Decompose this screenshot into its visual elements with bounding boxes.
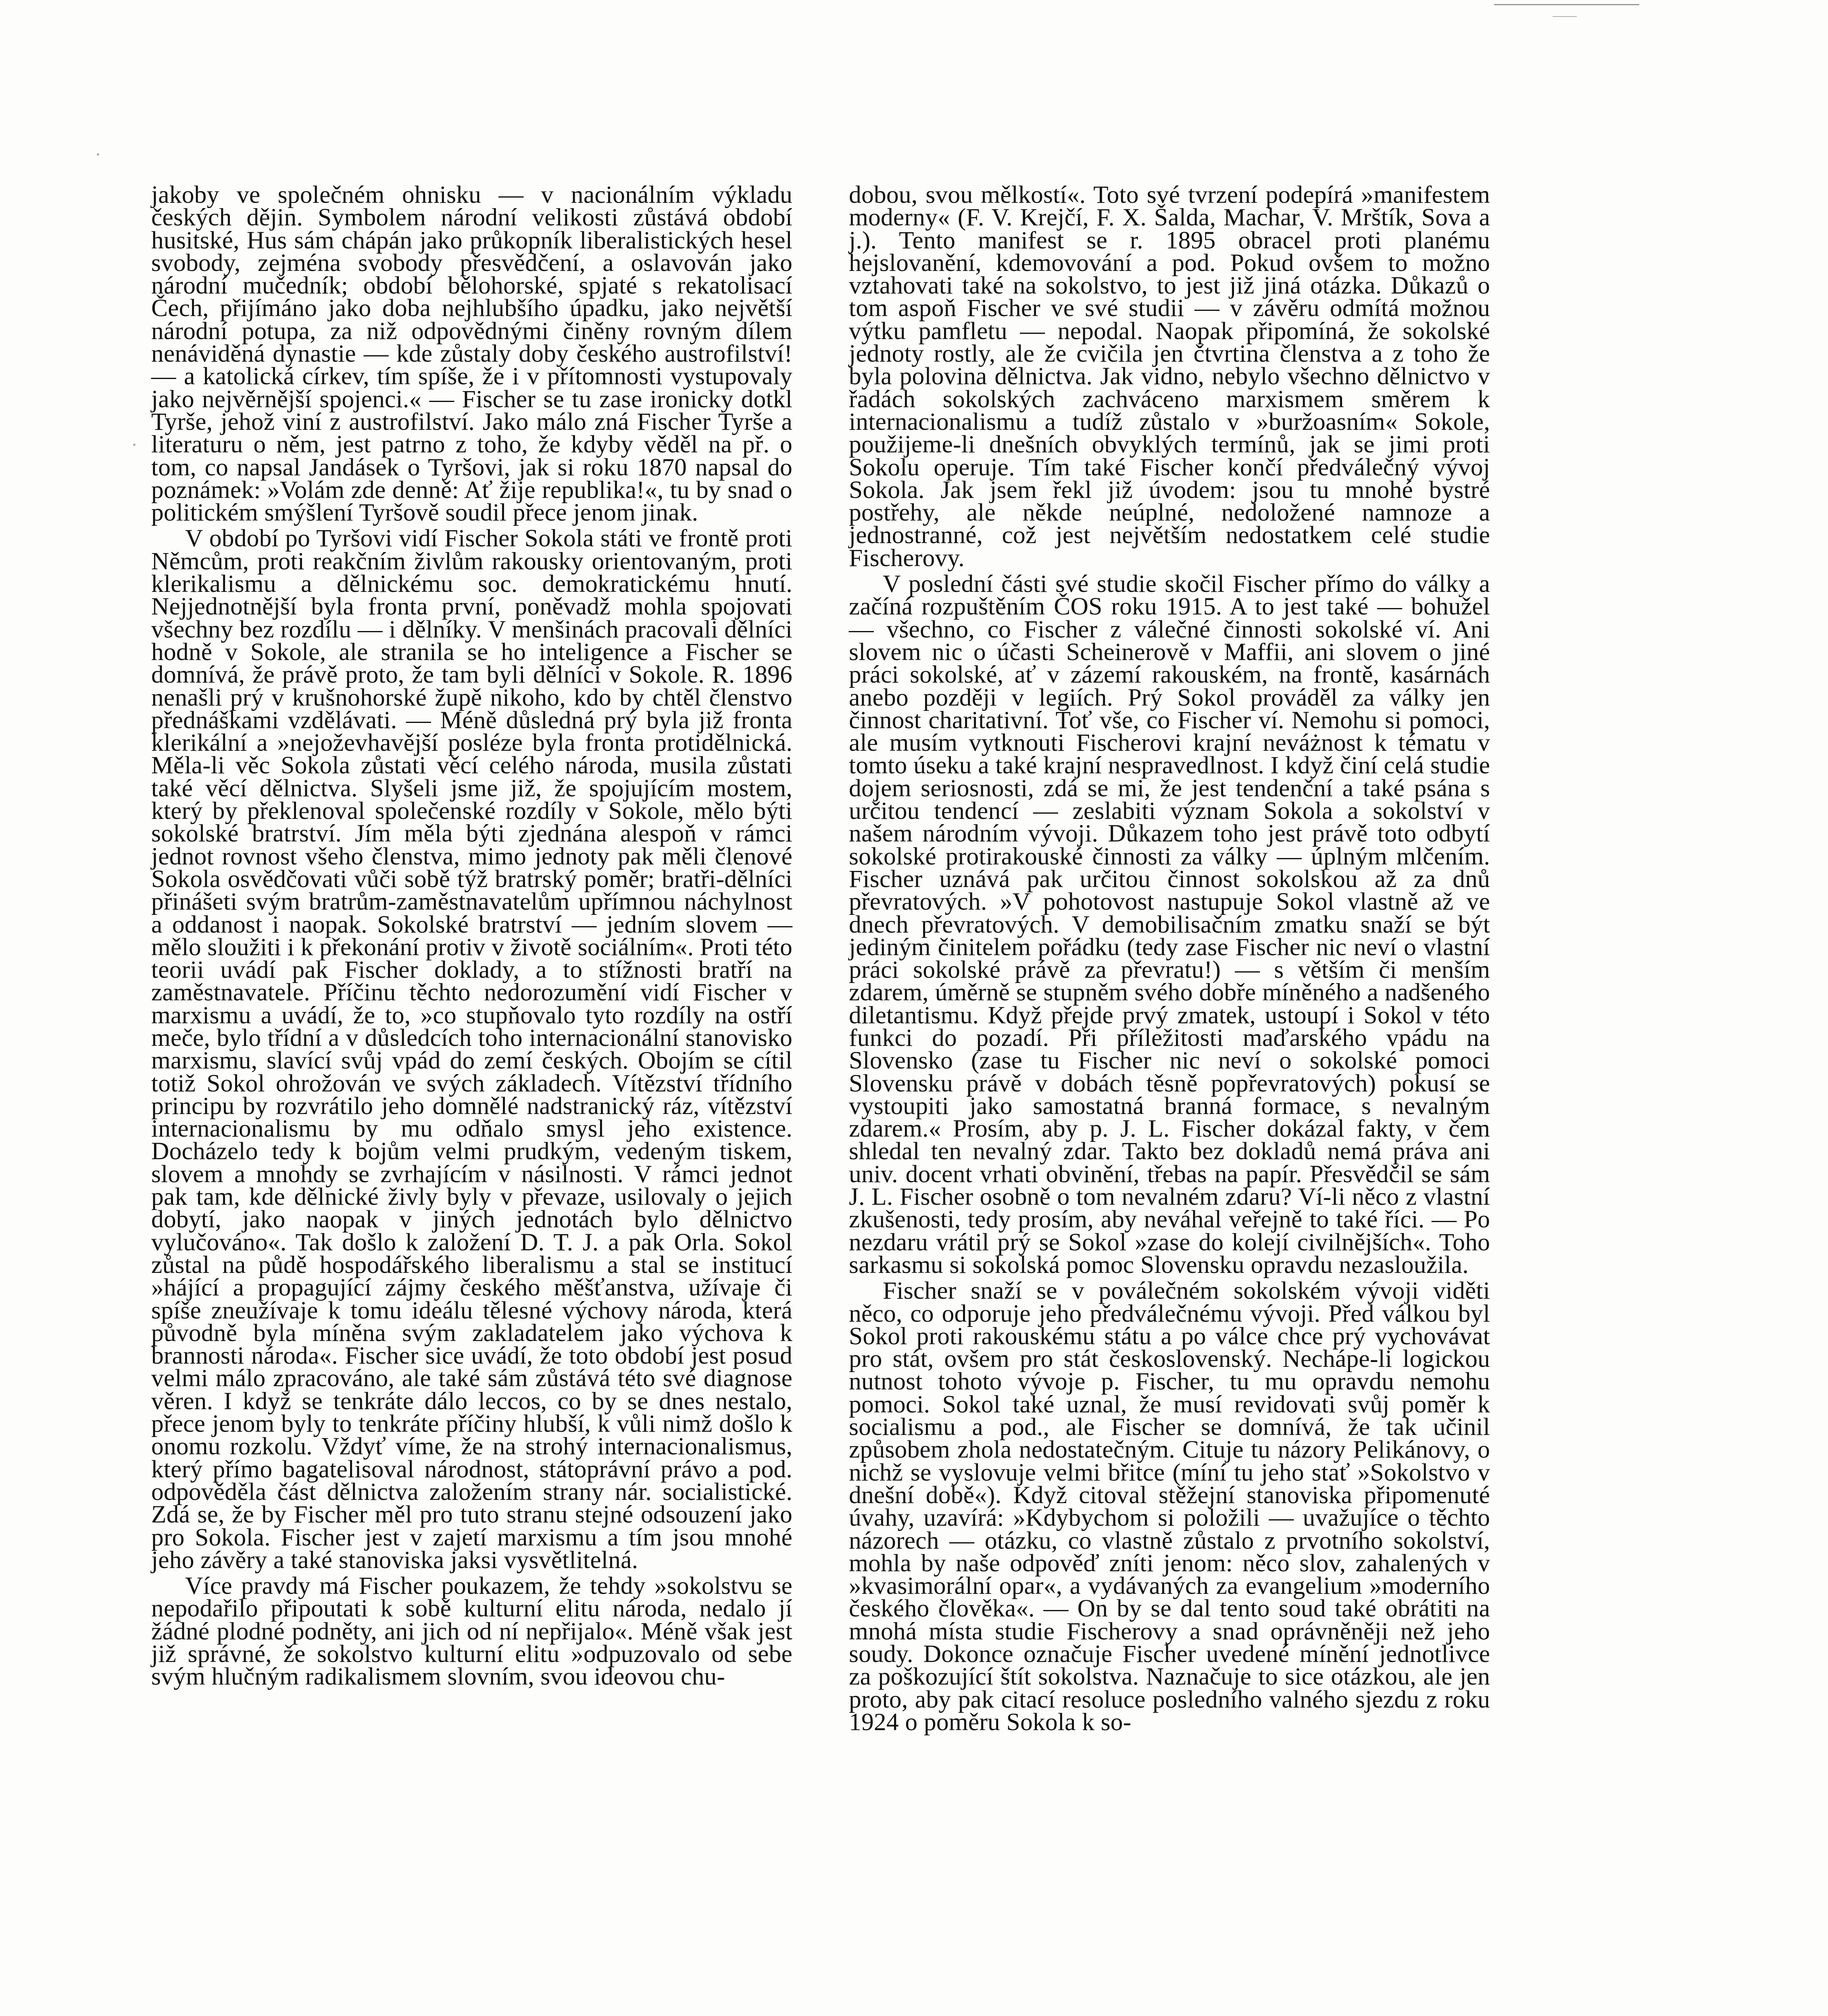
paragraph: V poslední části své studie skočil Fischer přímo do války a začíná rozpuštěním ČOS roku 1915. A to jest také — bohužel — všechno, co Fischer z válečné činnosti sokolské ví. Ani slovem nic o účasti Scheinerově v Maffii, ani slovem o jiné práci sokolské, ať v zázemí rakouském, na frontě, kasárnách anebo později v legiích. Prý Sokol prováděl za války jen činnost charitativní. Toť vše, co Fischer ví. Nemohu si pomoci, ale musím vytknouti Fischerovi krajní neváżnost k tématu v tomto úseku a také krajní nespravedlnost. I když činí celá studie dojem seriosnosti, zdá se mi, že jest tendenční a také psána s určitou tendencí — zeslabiti význam Sokola a sokolství v našem národním vývoji. Důkazem toho jest právě toto odbytí sokolské protirakouské činnosti za války — úplným mlčením. Fischer uznává pak určitou činnost sokolskou až za dnů převratových. »V pohotovost nastupuje Sokol vlastně až ve dnech převratových. V demobilisačním zmatku snaží se být jediným činitelem pořádku (tedy zase Fischer nic neví o vlastní práci sokolské právě za převratu!) — s větším či menším zdarem, úměrně se stupněm svého dobře míněného a nadšeného diletantismu. Když přejde prvý zmatek, ustoupí i Sokol v této funkci do pozadí. Při příležitosti maďarského vpádu na Slovensko (zase tu Fischer nic neví o sokolské pomoci Slovensku právě v dobách těsně popřevratových) pokusí se vystoupiti jako samostatná branná formace, s nevalným zdarem.« Prosím, aby p. J. L. Fischer dokázal fakty, v čem shledal ten nevalný zdar. Takto bez dokladů nemá práva ani univ. docent vrhati obvinění, třebas na papír. Přesvědčil se sám J. L. Fischer osobně o tom nevalném zdaru? Ví-li něco z vlastní zkušenosti, tedy prosím, aby neváhal veřejně to také říci. — Po nezdaru vrátil prý se Sokol »zase do kolejí civilnějších«. Toho sarkasmu si sokolská pomoc Slovensku opravdu nezasloužila. [849, 570, 1490, 1279]
paragraph: dobou, svou mělkostí«. Toto své tvrzení podepírá »manifestem moderny« (F. V. Krejčí, F. X. Šalda, Machar, V. Mrštík, Sova a j.). Tento manifest se r. 1895 obracel proti planému hejslovanění, kdemovování a pod. Pokud ovšem to možno vztahovati také na sokolstvo, to jest již jiná otázka. Důkazů o tom aspoň Fischer ve své studii — v závěru odmítá možnou výtku pamfletu — nepodal. Naopak připomíná, že sokolské jednoty rostly, ale že cvičila jen čtvrtina členstva a z toho že byla polovina dělnictva. Jak vidno, nebylo všechno dělnictvo v řadách sokolských zachváceno marxismem směrem k internacionalismu a tudíž zůstalo v »buržoasním« Sokole, použijeme-li dnešních obvyklých termínů, jak se jimi proti Sokolu operuje. Tím také Fischer končí předválečný vývoj Sokola. Jak jsem řekl již úvodem: jsou tu mnohé bystré postřehy, ale někde neúplné, nedoložené namnoze a jednostranné, což jest největším nedostatkem celé studie Fischerovy. [849, 181, 1490, 572]
scan-artifact-dot [97, 153, 99, 156]
paragraph: V období po Tyršovi vidí Fischer Sokola státi ve frontě proti Němcům, proti reakčním živlům rakousky orientovaným, proti klerikalismu a dělnickému soc. demokratickému hnutí. Nejjednotnější byla fronta první, poněvadž mohla spojovati všechny bez rozdílu — i dělníky. V menšinách pracovali dělníci hodně v Sokole, ale stranila se ho inteligence a Fischer se domnívá, že právě proto, že tam byli dělníci v Sokole. R. 1896 nenašli prý v krušnohorské župě nikoho, kdo by chtěl členstvo přednáškami vzdělávati. — Méně důsledná prý byla již fronta klerikální a »nejoževhavější posléze byla fronta protidělnická. Měla-li věc Sokola zůstati věcí celého národa, musila zůstati také věcí dělnictva. Slyšeli jsme již, že spojujícím mostem, který by překlenoval společenské rozdíly v Sokole, mělo býti sokolské bratrství. Jím měla býti zjednána alespoň v rámci jednot rovnost všeho členstva, mimo jednoty pak měli členové Sokola osvědčovati vůči sobě týž bratrský poměr; bratři-dělníci přinášeti svým bratrům-zaměstnavatelům upřímnou náchylnost a oddanost i naopak. Sokolské bratrství — jedním slovem — mělo sloužiti i k překonání protiv v životě sociálním«. Proti této teorii uvádí pak Fischer doklady, a to stížnosti bratří na zaměstnavatele. Příčinu těchto nedorozumění vidí Fischer v marxismu a uvádí, že to, »co stupňovalo tyto rozdíly na ostří meče, bylo třídní a v důsledcích toho internacionální stanovisko marxismu, slavící svůj vpád do zemí českých. Obojím se cítil totiž Sokol ohrožován ve svých základech. Vítězství třídního principu by rozvrátilo jeho domnělé nadstranický ráz, vítězství internacionalismu by mu odňalo smysl jeho existence. Docházelo tedy k bojům velmi prudkým, vedeným tiskem, slovem a mnohdy se zvrhajícím v násilnosti. V rámci jednot pak tam, kde dělnické živly byly v převaze, usilovaly o jejich dobytí, jako naopak v jiných jednotách bylo dělnictvo vylučováno«. Tak došlo k založení D. T. J. a pak Orla. Sokol zůstal na půdě hospodářského liberalismu a stal se institucí »hájící a propagující zájmy českého měšťanstva, užívaje či spíše zneužívaje k tomu ideálu tělesné výchovy národa, která původně byla míněna svým zakladatelem jako výchova k brannosti národa«. Fischer sice uvádí, že toto období jest posud velmi málo zpracováno, ale také sám zůstává této své diagnose věren. I když se tenkráte dálo leccos, co by se dnes nestalo, přece jenom byly to tenkráte příčiny hlubší, k vůli nimž došlo k onomu rozkolu. Vždyť víme, že na strohý internacionalismus, který přímo bagatelisoval národnost, státoprávní právo a pod. odpověděla část dělnictva založením strany nár. socialistické. Zdá se, že by Fischer měl pro tuto stranu stejné odsouzení jako pro Sokola. Fischer jest v zajetí marxismu a tím jsou mnohé jeho závěry a také stanoviska jaksi vysvětlitelná. [151, 525, 792, 1574]
paragraph: Fischer snaží se v poválečném sokolském vývoji viděti něco, co odporuje jeho předválečnému vývoji. Před válkou byl Sokol proti rakouskému státu a po válce chce prý vychovávat pro stát, ovšem pro stát československý. Nechápe-li logickou nutnost tohoto vývoje p. Fischer, tu mu opravdu nemohu pomoci. Sokol také uznal, že musí revidovati svůj poměr k socialismu a pod., ale Fischer se domnívá, že tak učinil způsobem zhola nedostatečným. Cituje tu názory Pelikánovy, o nichž se vyslovuje velmi břitce (míní tu jeho stať »Sokolstvo v dnešní době«). Když citoval stěžejní stanoviska připomenuté úvahy, uzavírá: »Kdybychom si položili — uvažujíce o těchto názorech — otázku, co vlastně zůstalo z prvotního sokolství, mohla by naše odpověď zníti jenom: něco slov, zahalených v »kvasimorální opar«, a vydávaných za evangelium »moderního českého člověka«. — On by se dal tento soud také obrátiti na mnohá místa studie Fischerovy a snad oprávněněji než jeho soudy. Dokonce označuje Fischer uvedené mínění jednotlivce za poškozující štít sokolstva. Naznačuje to sice otázkou, ale jen proto, aby pak citací resoluce posledního valného sjezdu z roku 1924 o poměru Sokola k so- [849, 1277, 1490, 1736]
scan-artifact-dot [133, 444, 135, 446]
paragraph: Více pravdy má Fischer poukazem, že tehdy »sokolstvu se nepodařilo připoutati k sobě kulturní elitu národa, nedalo jí žádné plodné podněty, ani jich od ní nepřijalo«. Méně však jest již správné, že sokolstvo kulturní elitu »odpuzovalo od sebe svým hlučným radikalismem slovním, svou ideovou chu- [151, 1572, 792, 1691]
scan-artifact-line [1553, 16, 1577, 17]
paragraph: jakoby ve společném ohnisku — v nacionálním výkladu českých dějin. Symbolem národní velikosti zůstává období husitské, Hus sám chápán jako průkopník liberalistických hesel svobody, zejména svobody přesvědčení, a oslavován jako národní mučedník; období bělohorské, spjaté s rekatolisací Čech, přijímáno jako doba nejhlubšího úpadku, jako největší národní potupa, za niž odpovědnými činěny rovným dílem nenáviděná dynastie — kde zůstaly doby českého austrofilství! — a katolická církev, tím spíše, že i v přítomnosti vystupovaly jako nejvěrnější spojenci.« — Fischer se tu zase ironicky dotkl Tyrše, jehož viní z austrofilství. Jako málo zná Fischer Tyrše a literaturu o něm, jest patrno z toho, že kdyby věděl na př. o tom, co napsal Jandásek o Tyršovi, jak si roku 1870 napsal do poznámek: »Volám zde denně: Ať žije republika!«, tu by snad o politickém smýšlení Tyršově soudil přece jenom jinak. [151, 181, 792, 527]
left-text-column [151, 181, 792, 1691]
right-text-column [849, 181, 1490, 1736]
scan-artifact-line [1494, 4, 1639, 5]
